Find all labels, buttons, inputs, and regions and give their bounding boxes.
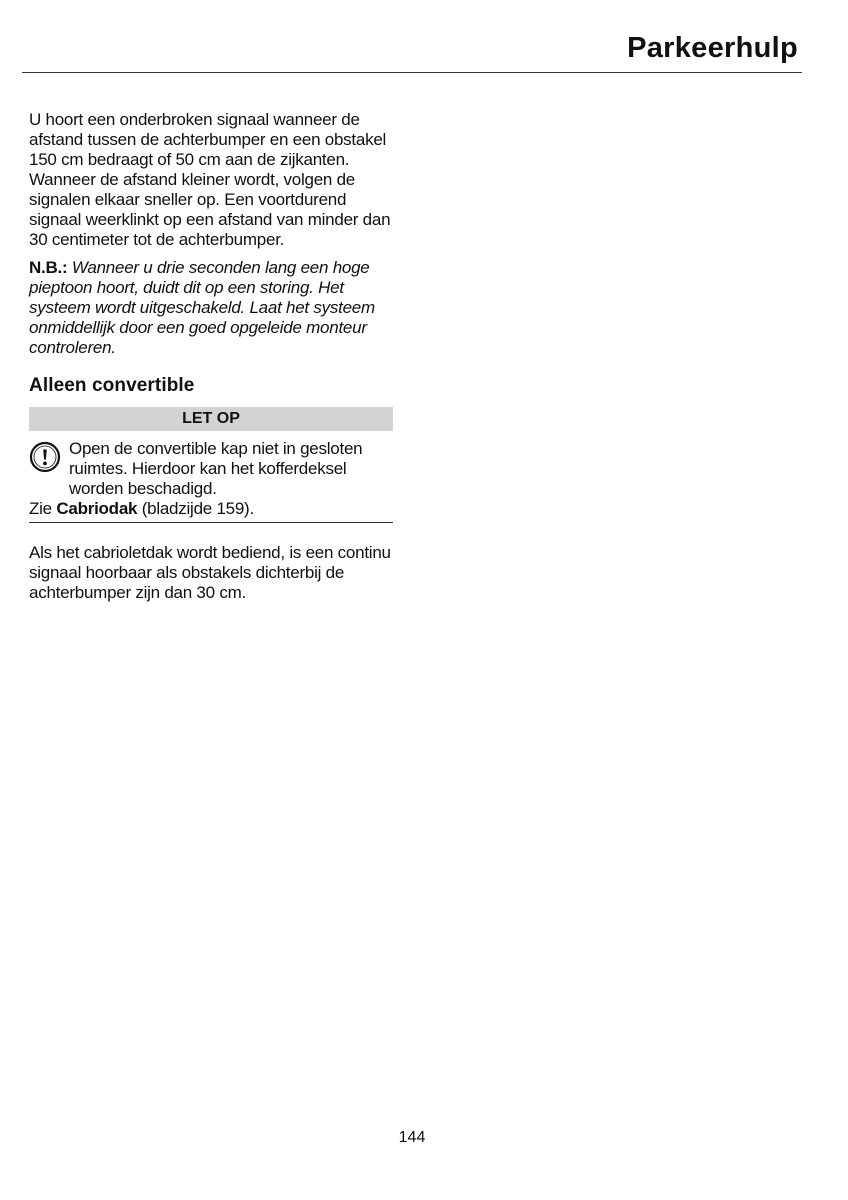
- warning-header: LET OP: [29, 407, 393, 431]
- section-heading: Alleen convertible: [29, 375, 195, 396]
- header-divider: [22, 72, 802, 73]
- page-title: Parkeerhulp: [627, 32, 798, 64]
- intro-paragraph: U hoort een onderbroken signaal wanneer de afstand tussen de achterbumper en een obstakel 150 cm bedraagt of 50 cm aan de zijkanten. Wanneer de afstand kleiner wordt, volgen de signalen elkaar sneller op. Een voortdurend signaal weerklinkt op een afstand van minder dan 30 centimeter tot de achterbumper.: [29, 110, 391, 249]
- warning-box: [29, 407, 393, 523]
- warning-reference: [29, 499, 393, 519]
- note-paragraph: [29, 258, 393, 358]
- main-column: [29, 110, 393, 603]
- final-paragraph: Als het cabrioletdak wordt bediend, is een continu signaal hoorbaar als obstakels dichterbij de achterbumper zijn dan 30 cm.: [29, 543, 391, 602]
- warning-ref-prefix: Zie: [29, 499, 57, 518]
- note-label: N.B.:: [29, 258, 68, 277]
- exclamation-circle-icon: [29, 441, 61, 473]
- note-text: Wanneer u drie seconden lang een hoge pieptoon hoort, duidt dit op een storing. Het systeem wordt uitgeschakeld. Laat het systeem onmiddellijk door een goed opgeleide monteur controleren.: [29, 258, 375, 357]
- warning-row: [29, 439, 393, 499]
- warning-ref-suffix: (bladzijde 159).: [137, 499, 254, 518]
- warning-ref-link: Cabriodak: [56, 499, 138, 518]
- page-number: 144: [398, 1129, 426, 1146]
- warning-text: Open de convertible kap niet in gesloten ruimtes. Hierdoor kan het kofferdeksel worden beschadigd.: [69, 439, 363, 498]
